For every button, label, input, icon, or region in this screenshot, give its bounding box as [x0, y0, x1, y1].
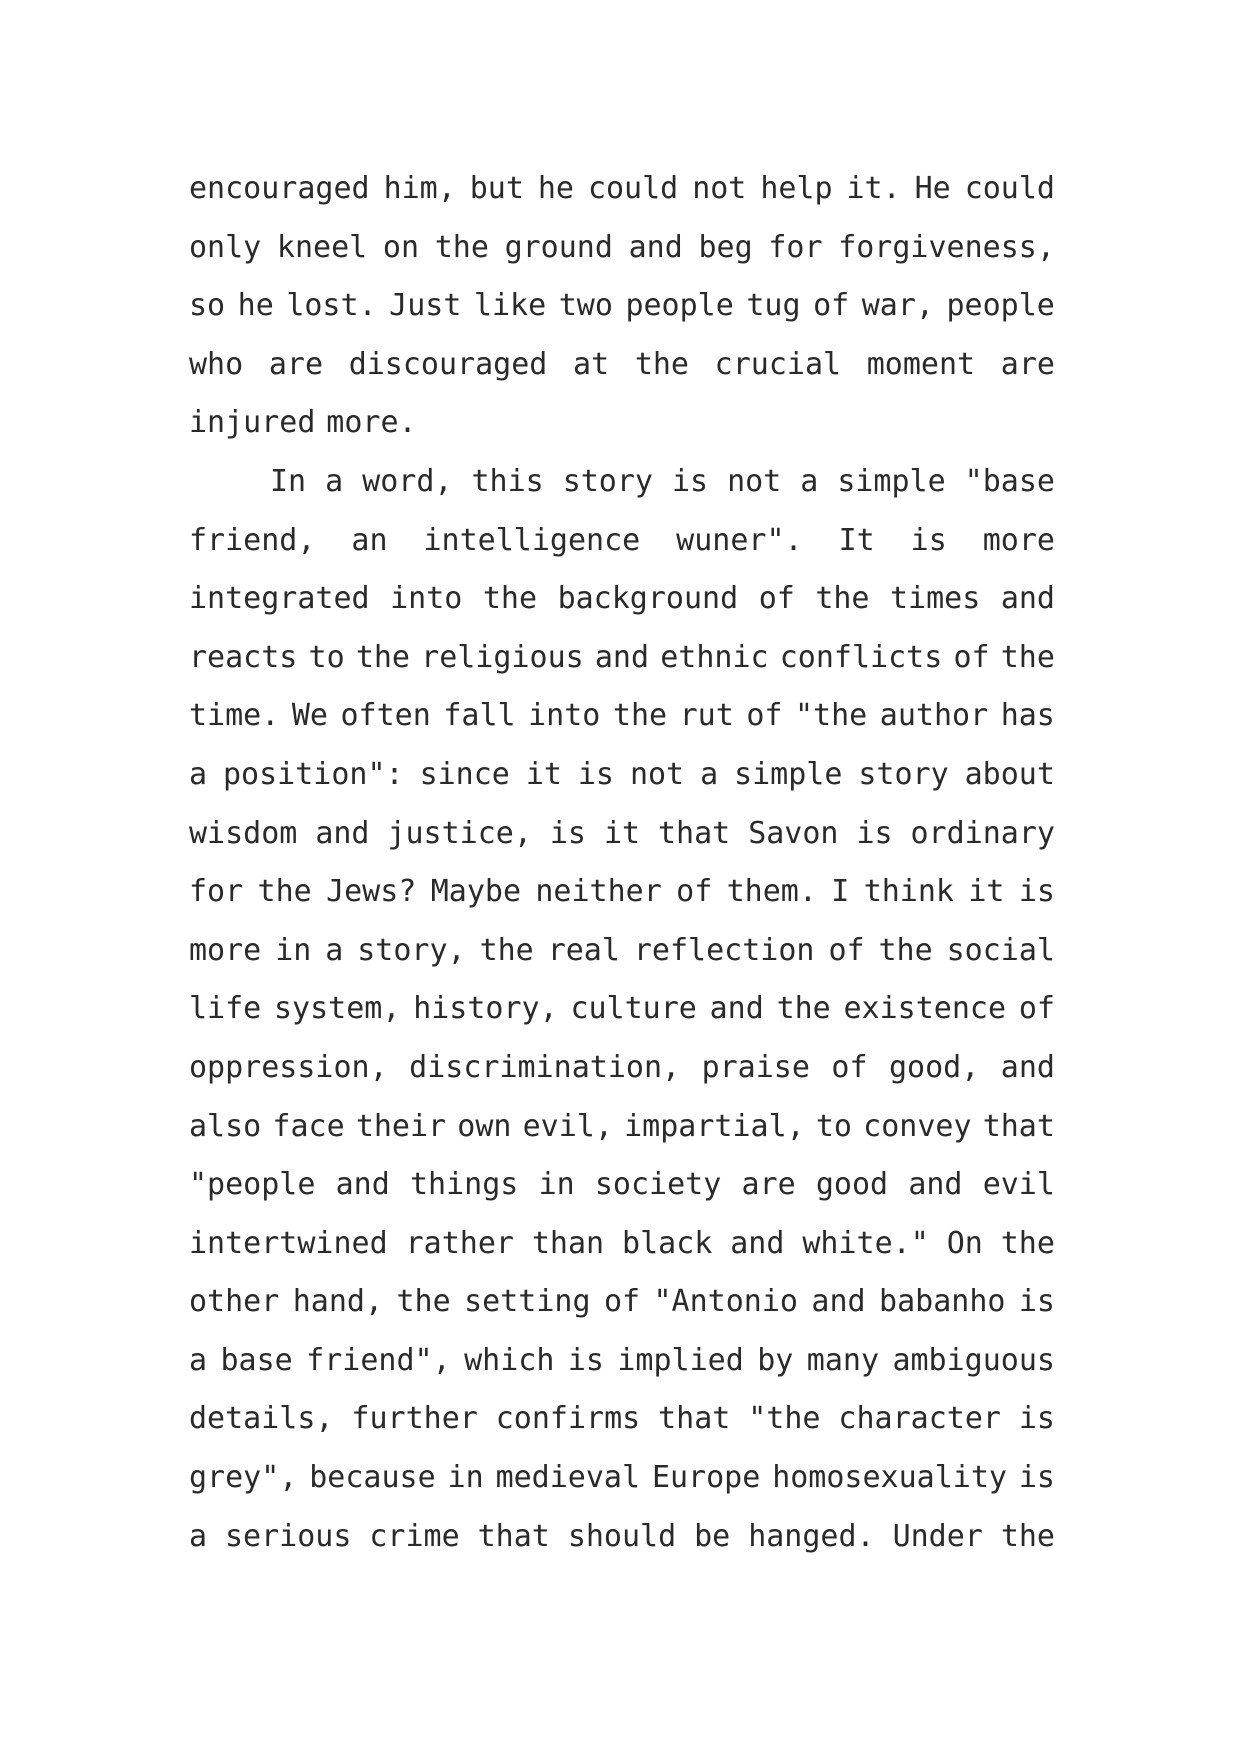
text-word: rather [405, 1225, 514, 1261]
text-word: setting [464, 1284, 591, 1320]
text-word: for [189, 874, 244, 910]
text-word: that [658, 815, 731, 851]
text-word: moment [866, 346, 976, 382]
text-word: beg [698, 229, 753, 265]
text-word: wuner". [676, 522, 803, 558]
text-word: the [612, 698, 668, 734]
text-word: things [410, 1167, 519, 1203]
text-word: into [390, 581, 463, 617]
text-word: the [1000, 639, 1055, 675]
text-word: in [275, 932, 312, 968]
text-word: of [1018, 991, 1055, 1027]
text-line [189, 863, 1055, 922]
text-word: further [351, 1401, 478, 1437]
text-word: encouraged [189, 171, 370, 206]
text-line [189, 1332, 1055, 1391]
text-word: grey", [189, 1460, 298, 1496]
text-word: injured [189, 405, 316, 441]
text-word: of [828, 932, 865, 968]
text-word: lost. [286, 288, 377, 324]
text-word: since [419, 756, 510, 792]
text-word: discrimination, [409, 1049, 681, 1085]
text-word: an [351, 522, 388, 558]
text-word: are [741, 1167, 796, 1203]
text-word: "the [795, 698, 868, 734]
text-word: is [910, 522, 947, 558]
text-word: more [189, 932, 262, 968]
text-line [189, 1508, 1055, 1567]
text-word: Savon [748, 815, 839, 851]
text-word: him, [383, 171, 456, 206]
text-word: only [189, 229, 262, 265]
text-word: confirms [495, 1401, 641, 1437]
text-word: story, [357, 932, 466, 968]
text-word: that [477, 1518, 550, 1554]
text-word: into [528, 698, 601, 734]
text-word: black [622, 1225, 713, 1261]
text-word: good [815, 1167, 889, 1203]
text-word: the [479, 932, 534, 968]
text-word: a [700, 756, 719, 792]
text-word: conflicts [779, 639, 943, 675]
text-word: are [1000, 346, 1055, 382]
text-word: which [464, 1342, 555, 1378]
text-word: people [946, 288, 1055, 324]
text-word: are [268, 346, 324, 382]
text-word: is [567, 1342, 604, 1378]
text-word: in [447, 1460, 484, 1496]
text-word: real [547, 932, 620, 968]
text-word: On [946, 1225, 983, 1261]
text-word: and [594, 639, 650, 675]
text-word: of [746, 698, 783, 734]
text-word: author [879, 698, 989, 734]
text-word: existence [843, 991, 1007, 1027]
text-word: character [838, 1401, 1001, 1437]
text-word: of [953, 639, 990, 675]
text-word: history, [413, 991, 558, 1027]
text-word: the [482, 581, 538, 617]
text-line [189, 1215, 1055, 1274]
text-word: and [730, 1225, 785, 1261]
text-word: "the [748, 1401, 821, 1437]
text-word: system, [274, 991, 401, 1027]
text-line [189, 453, 1055, 512]
text-line [189, 219, 1055, 278]
text-word: is [1018, 1284, 1055, 1320]
text-word: that [658, 1401, 731, 1437]
text-word: base [220, 1342, 293, 1378]
text-word: and [709, 991, 764, 1027]
text-word: a [800, 463, 819, 499]
text-word: it [525, 756, 562, 792]
text-word: position": [223, 756, 404, 792]
text-word: discouraged [348, 346, 548, 382]
text-word: hand, [292, 1284, 384, 1320]
text-word: impartial, [624, 1108, 805, 1144]
text-word: white." [802, 1225, 929, 1261]
text-word: intelligence [423, 522, 641, 558]
text-word: kneel [276, 229, 368, 265]
text-word: times [890, 581, 981, 617]
text-word: often [340, 698, 431, 734]
text-word: more. [326, 405, 417, 441]
text-word: the [257, 874, 312, 910]
text-word: that [982, 1108, 1055, 1144]
text-line [189, 805, 1055, 864]
text-word: people [625, 288, 734, 324]
text-word: evil [982, 1167, 1055, 1203]
text-word: society [594, 1167, 722, 1203]
text-word: homosexuality [772, 1460, 1007, 1496]
text-line [189, 336, 1055, 395]
text-word: about [964, 756, 1055, 792]
text-word: justice, [387, 815, 532, 851]
text-word: medieval [495, 1460, 641, 1496]
text-word: could [964, 171, 1055, 206]
text-line [189, 1273, 1055, 1332]
text-line [189, 629, 1055, 688]
text-word: the [776, 991, 831, 1027]
text-word: could [587, 171, 679, 206]
text-word: Maybe [430, 874, 522, 910]
text-word: I [831, 874, 850, 910]
text-word: of [831, 1049, 868, 1085]
text-line [189, 1098, 1055, 1157]
text-word: own [457, 1108, 512, 1144]
text-word: "people [189, 1167, 316, 1203]
text-word: We [291, 698, 328, 734]
text-word: a [325, 463, 344, 499]
text-word: In [270, 463, 307, 499]
text-word: than [531, 1225, 605, 1261]
text-word: other [189, 1284, 280, 1320]
text-line [189, 1449, 1055, 1508]
text-word: in [538, 1167, 575, 1203]
text-word: on [382, 229, 420, 265]
text-word: praise [701, 1049, 810, 1085]
text-word: it [968, 874, 1005, 910]
text-word: he [537, 171, 574, 206]
text-word: babanho [879, 1284, 1006, 1320]
text-word: who [189, 346, 244, 382]
text-word: is [671, 463, 709, 499]
text-word: a [189, 1518, 208, 1554]
text-word: them. [726, 874, 817, 910]
text-word: background [557, 581, 739, 617]
text-word: like [473, 288, 547, 324]
text-word: the [434, 229, 489, 265]
text-word: word, [362, 463, 453, 499]
text-word: the [815, 581, 870, 617]
text-word: Jews? [326, 874, 417, 910]
text-word: the [634, 346, 689, 382]
text-word: is [856, 815, 893, 851]
text-word: not [692, 171, 747, 206]
text-word: friend, [189, 522, 316, 558]
text-word: story [562, 463, 653, 499]
text-word: tug [746, 288, 801, 324]
text-word: help [760, 171, 833, 206]
text-word: simple [734, 756, 843, 792]
text-word: of [676, 874, 713, 910]
text-word: evil, [522, 1108, 613, 1144]
text-line [189, 277, 1055, 336]
text-word: It [838, 522, 875, 558]
text-line [189, 1039, 1055, 1098]
text-word: neither [535, 874, 662, 910]
text-word: the [878, 932, 933, 968]
text-word: their [355, 1108, 447, 1144]
text-line [189, 1156, 1055, 1215]
text-word: more [982, 522, 1055, 558]
text-word: and [335, 1167, 390, 1203]
text-word: a [189, 756, 208, 792]
text-line [189, 394, 1055, 453]
text-word: religious [421, 639, 584, 675]
text-word: serious [225, 1518, 352, 1554]
text-word: social [946, 932, 1055, 968]
text-word: He [914, 171, 951, 206]
text-word: details, [189, 1401, 334, 1437]
text-word: implied [617, 1342, 744, 1378]
text-word: not [629, 756, 685, 792]
text-word: ground [504, 229, 613, 265]
text-word: because [309, 1460, 436, 1496]
text-word: is [577, 756, 614, 792]
text-word: friend", [306, 1342, 451, 1378]
text-word: think [863, 874, 954, 910]
text-word: be [694, 1518, 731, 1554]
text-word: so [189, 288, 226, 324]
text-word: hanged. [748, 1518, 875, 1554]
text-line [189, 687, 1055, 746]
text-line [189, 160, 1055, 219]
text-word: integrated [189, 581, 370, 617]
text-word: simple [837, 463, 946, 499]
text-word: it [603, 815, 641, 851]
text-word: the [396, 1284, 451, 1320]
text-word: at [573, 346, 610, 382]
text-word: "base [964, 463, 1055, 499]
text-word: by [757, 1342, 794, 1378]
text-word: should [567, 1518, 677, 1554]
text-word: to [308, 639, 345, 675]
text-word: wisdom [189, 815, 298, 851]
text-word: forgiveness, [838, 229, 1055, 265]
text-line [189, 980, 1055, 1039]
body-text [189, 160, 1055, 1566]
text-word: is [1018, 1460, 1055, 1496]
text-word: reflection [633, 932, 815, 968]
text-word: rut [679, 698, 734, 734]
text-word: story [858, 756, 949, 792]
text-word: and [1000, 581, 1055, 617]
text-word: and [1000, 1049, 1055, 1085]
text-word: is [1018, 874, 1055, 910]
text-word: a [189, 1342, 208, 1378]
text-word: many [806, 1342, 880, 1378]
text-line [189, 570, 1055, 629]
text-word: also [189, 1108, 262, 1144]
text-word: to [815, 1108, 852, 1144]
text-word: Under [892, 1518, 983, 1554]
text-word: time. [189, 698, 280, 734]
text-word: and [908, 1167, 963, 1203]
text-word: ordinary [910, 815, 1055, 851]
text-word: fall [443, 698, 516, 734]
text-word: crucial [714, 346, 842, 382]
text-word: culture [570, 991, 697, 1027]
text-word: is [549, 815, 586, 851]
text-word: for [768, 229, 823, 265]
text-word: of [758, 581, 795, 617]
text-line [189, 922, 1055, 981]
text-word: face [272, 1108, 345, 1144]
text-word: ambiguous [892, 1342, 1055, 1378]
text-word: and [628, 229, 683, 265]
text-word: a [325, 932, 344, 968]
text-word: has [1000, 698, 1055, 734]
text-word: ethnic [660, 639, 769, 675]
text-word: life [189, 991, 262, 1027]
text-word: crime [369, 1518, 460, 1554]
text-line [189, 512, 1055, 571]
text-word: this [471, 463, 544, 499]
text-word: good, [889, 1049, 980, 1085]
text-word: "Antonio [653, 1284, 798, 1320]
text-word: the [355, 639, 410, 675]
text-word: is [1018, 1401, 1055, 1437]
text-word: not [727, 463, 782, 499]
text-word: and [811, 1284, 866, 1320]
text-word: Just [389, 288, 462, 324]
text-word: the [1000, 1225, 1055, 1261]
text-word: and [315, 815, 370, 851]
text-word: two [558, 288, 613, 324]
text-line [189, 1390, 1055, 1449]
text-word: it. [846, 171, 901, 206]
text-word: the [1000, 1518, 1055, 1554]
text-word: oppression, [189, 1049, 388, 1085]
text-word: intertwined [189, 1225, 388, 1261]
text-word: of [603, 1284, 641, 1320]
text-word: he [237, 288, 274, 324]
text-word: war, [861, 288, 934, 324]
text-word: but [469, 171, 524, 206]
text-word: convey [863, 1108, 972, 1144]
text-line [189, 746, 1055, 805]
text-word: reacts [189, 639, 298, 675]
text-word: Europe [651, 1460, 761, 1496]
text-word: of [813, 288, 850, 324]
